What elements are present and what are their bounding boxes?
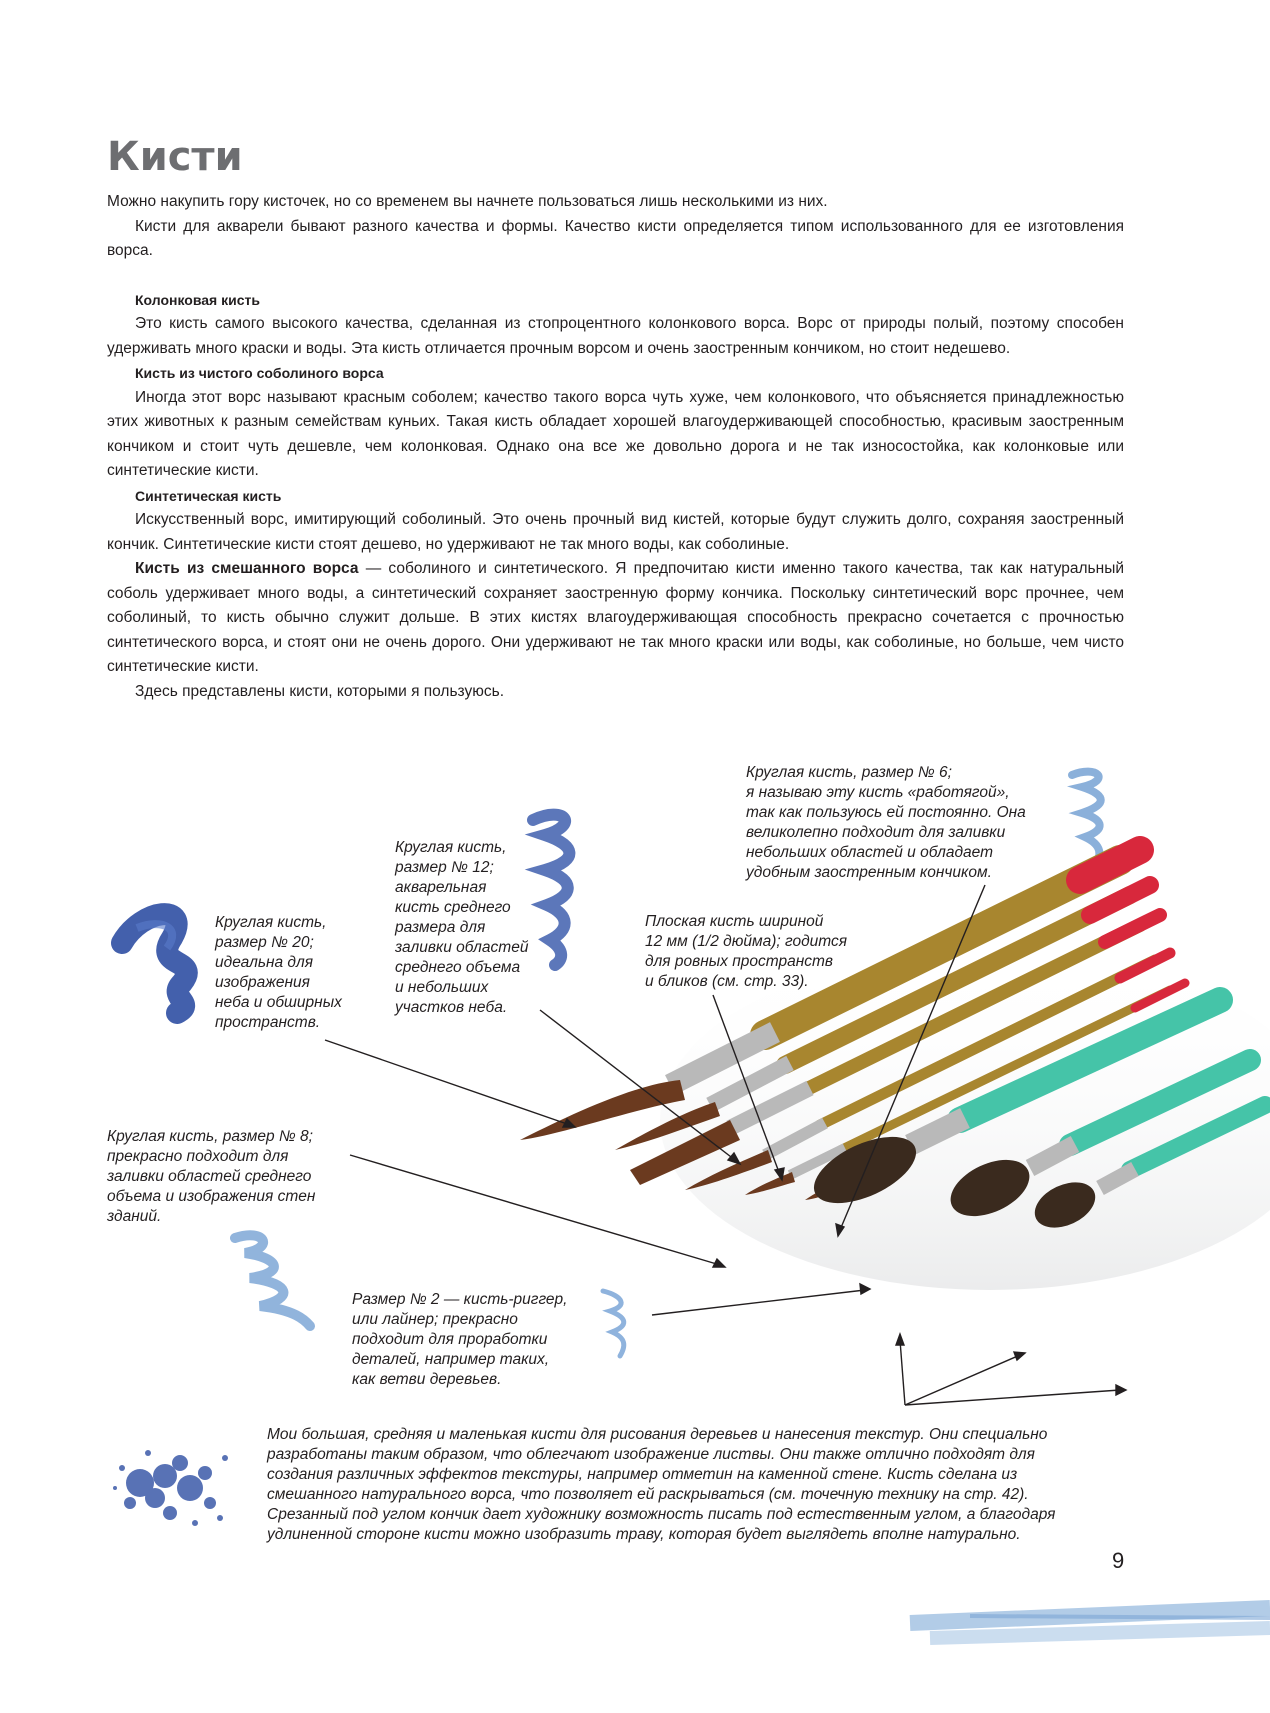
caption-texture-brushes: Мои большая, средняя и маленькая кисти для рисования деревьев и нанесения текстур. Они специально разработаны таким образом, что облегчают изображение листвы. Они также отлично подходят для создания различных эффектов текстуры, например отметин на каменной стене. Кисть сделана из смешанного натурального ворса, что позволяет ей раскрываться (см. точечную технику на стр. 42). Срезанный под углом кончик дает художнику возможность писать под естественным углом, а благодаря удлиненной стороне кисти можно изобразить траву, которая будет выглядеть вполне натурально. — [267, 1426, 1056, 1543]
section-text-sable: Иногда этот ворс называют красным соболем; качество такого ворса чуть хуже, чем колонкового, что объясняется принадлежностью этих животных к разным семействам куньих. Такая кисть обладает хорошей влагоудерживающей способностью, красивым заостренным кончиком и стоит чуть дешевле, чем колонковая. Однако она все же довольно дорога и не так износостойка, как колонковые или синтетические кисти. — [107, 388, 1124, 479]
section-heading-kolinsky: Колонковая кисть — [135, 291, 260, 308]
page-number: 9 — [1112, 1548, 1125, 1573]
caption-flat-12mm: Плоская кисть шириной 12 мм (1/2 дюйма); годится для ровных пространств и бликов (см. стр. 33). — [645, 913, 848, 990]
section-heading-sable: Кисть из чистого соболиного ворса — [135, 365, 384, 381]
intro-paragraph-2: Кисти для акварели бывают разного качества и формы. Качество кисти определяется типом использованного для ее изготовления ворса. — [107, 217, 1124, 259]
caption-rigger: Размер № 2 — кисть-риггер, или лайнер; прекрасно подходит для проработки деталей, например таких, как ветви деревьев. — [352, 1291, 568, 1388]
pointer-round-20-head — [563, 1119, 575, 1127]
pointer-round-12 — [540, 1010, 735, 1160]
pointer-texture-large — [900, 1340, 905, 1405]
caption-round-6: Круглая кисть, размер № 6; я называю эту кисть «работягой», так как пользуюсь ей постоянно. Она великолепно подходит для заливки небольших областей и обладает удобным заостренным кончиком. — [746, 764, 1026, 881]
section-heading-synthetic: Синтетическая кисть — [135, 487, 282, 504]
section-mixed-lead: Кисть из смешанного ворса — [135, 560, 359, 577]
section-text-kolinsky: Это кисть самого высокого качества, сделанная из стопроцентного колонкового ворса. Ворс от природы полый, поэтому способен удерживать много краски и воды. Эта кисть отличается прочным ворсом и очень заостренным кончиком, но стоит недешево. — [107, 315, 1124, 357]
section-mixed-text: — соболиного и синтетического. Я предпочитаю кисти именно такого качества, так как натуральный соболь удерживает много воды, а синтетический сохраняет заостренную форму кончика. Поскольку синтетический ворс прочнее, чем соболиный, то кисть обычно служит дольше. В этих кистях влагоудерживающая способность прекрасно сочетается с прочностью синтетического ворса, и стоят они не очень дорого. Они удерживают не так много краски или воды, как соболиные, но больше, чем чисто синтетические кисти. — [107, 560, 1124, 675]
page-title: Кисти — [107, 134, 243, 180]
pointer-texture-large-head — [896, 1334, 904, 1345]
pointer-round-12-head — [728, 1153, 740, 1164]
pointer-rigger — [652, 1290, 865, 1315]
caption-round-8: Круглая кисть, размер № 8; прекрасно подходит для заливки областей среднего объема и изображения стен зданий. — [107, 1128, 316, 1225]
pointer-texture-medium-head — [1014, 1352, 1025, 1360]
pointer-round-6-head — [836, 1224, 844, 1236]
caption-round-12: Круглая кисть, размер № 12; акварельная кисть среднего размера для заливки областей среднего объема и небольших участков неба. — [395, 839, 529, 1016]
pointer-rigger-head — [860, 1284, 870, 1294]
caption-round-20: Круглая кисть, размер № 20; идеальна для изображения неба и обширных пространств. — [215, 914, 342, 1031]
pointer-texture-small — [905, 1390, 1120, 1405]
pointer-round-8 — [350, 1155, 720, 1265]
pointer-flat-12mm — [713, 995, 780, 1175]
pointer-texture-small-head — [1116, 1385, 1126, 1395]
section-text-synthetic: Искусственный ворс, имитирующий соболиный. Это очень прочный вид кистей, которые будут служить долго, сохраняя заостренный кончик. Синтетические кисти стоят дешево, но удерживают не так много воды, как соболиные. — [107, 511, 1124, 553]
pointer-round-20 — [325, 1040, 570, 1125]
intro-paragraph-1: Можно накупить гору кисточек, но со временем вы начнете пользоваться лишь несколькими из них. — [107, 193, 828, 210]
closing-paragraph: Здесь представлены кисти, которыми я пользуюсь. — [135, 682, 504, 700]
pointer-flat-12mm-head — [775, 1168, 784, 1180]
pointer-round-8-head — [713, 1259, 725, 1267]
pointer-round-6 — [840, 885, 985, 1230]
